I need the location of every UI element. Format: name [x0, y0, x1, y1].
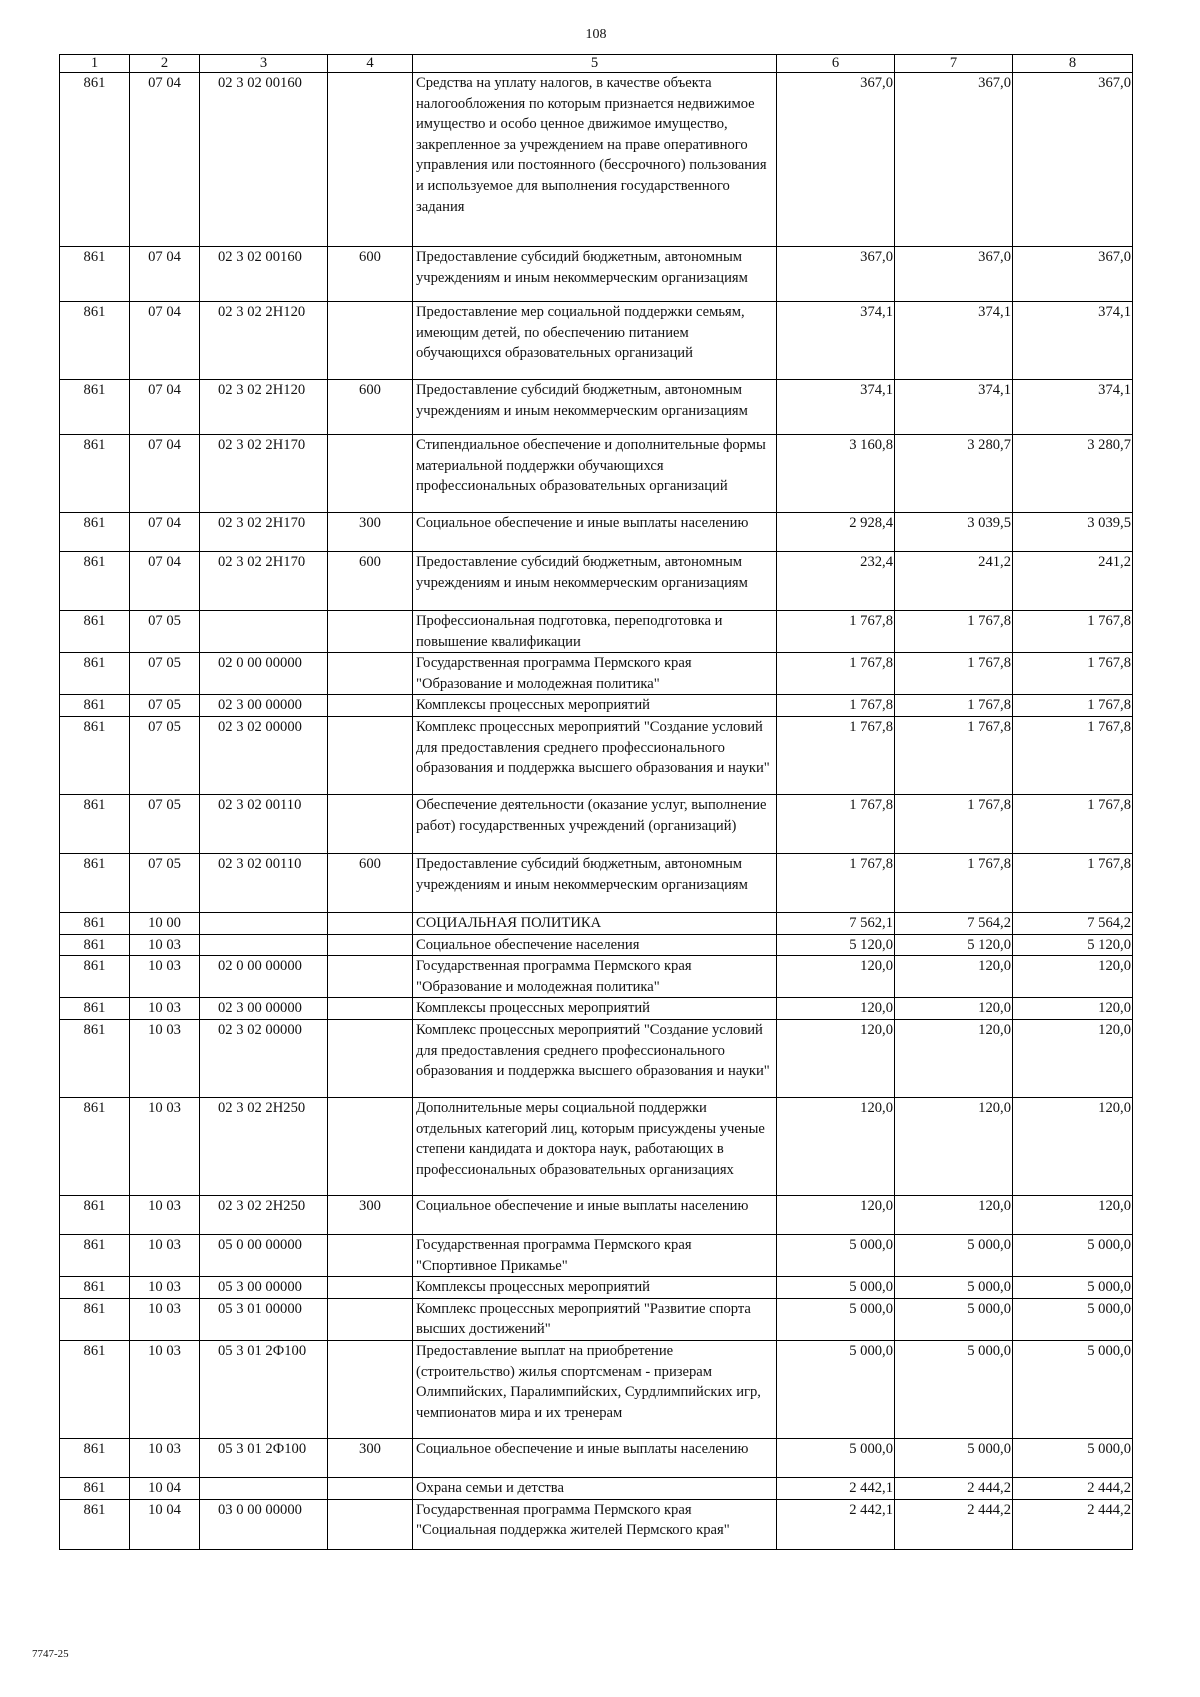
cell-section-code: 07 05 [130, 695, 200, 717]
cell-section-code: 07 05 [130, 611, 200, 653]
cell-amount-col6: 120,0 [777, 1019, 895, 1097]
cell-admin-code: 861 [60, 552, 130, 611]
cell-amount-col6: 374,1 [777, 302, 895, 380]
cell-target-code: 05 3 00 00000 [200, 1277, 328, 1299]
header-row [60, 55, 1133, 73]
cell-description: Социальное обеспечение населения [413, 934, 777, 956]
budget-table [59, 54, 1133, 1550]
table-row [60, 435, 1133, 513]
column-header: 3 [200, 55, 328, 73]
cell-amount-col8: 120,0 [1013, 1195, 1133, 1234]
cell-target-code: 03 0 00 00000 [200, 1499, 328, 1549]
cell-amount-col7: 2 444,2 [895, 1499, 1013, 1549]
cell-amount-col7: 120,0 [895, 1097, 1013, 1195]
cell-admin-code: 861 [60, 853, 130, 912]
cell-target-code [200, 611, 328, 653]
cell-amount-col7: 3 280,7 [895, 435, 1013, 513]
cell-amount-col6: 5 120,0 [777, 934, 895, 956]
cell-target-code: 02 3 02 00000 [200, 1019, 328, 1097]
cell-amount-col6: 120,0 [777, 956, 895, 998]
cell-amount-col7: 1 767,8 [895, 794, 1013, 853]
cell-amount-col6: 367,0 [777, 73, 895, 247]
table-row [60, 934, 1133, 956]
cell-amount-col8: 7 564,2 [1013, 912, 1133, 934]
cell-amount-col8: 374,1 [1013, 302, 1133, 380]
cell-target-code [200, 912, 328, 934]
cell-amount-col6: 1 767,8 [777, 611, 895, 653]
cell-admin-code: 861 [60, 1438, 130, 1477]
cell-description: Дополнительные меры социальной поддержки отдельных категорий лиц, которым присуждены ученые степени кандидата и доктора наук, работающих в профессиональных образовательных организациях [413, 1097, 777, 1195]
table-header [60, 55, 1133, 73]
cell-description: Комплекс процессных мероприятий "Создание условий для предоставления среднего профессионального образования и поддержка высшего образования и науки" [413, 1019, 777, 1097]
cell-amount-col8: 241,2 [1013, 552, 1133, 611]
cell-amount-col6: 120,0 [777, 998, 895, 1020]
cell-amount-col7: 1 767,8 [895, 853, 1013, 912]
cell-expense-type [328, 611, 413, 653]
cell-amount-col7: 1 767,8 [895, 653, 1013, 695]
cell-section-code: 07 04 [130, 302, 200, 380]
cell-description: Предоставление мер социальной поддержки семьям, имеющим детей, по обеспечению питанием обучающихся образовательных организаций [413, 302, 777, 380]
cell-description: Обеспечение деятельности (оказание услуг, выполнение работ) государственных учреждений (организаций) [413, 794, 777, 853]
cell-target-code: 02 3 02 2Н120 [200, 302, 328, 380]
table-row [60, 1340, 1133, 1438]
cell-target-code [200, 1477, 328, 1499]
cell-amount-col8: 5 000,0 [1013, 1277, 1133, 1299]
cell-amount-col6: 5 000,0 [777, 1277, 895, 1299]
cell-section-code: 10 03 [130, 1340, 200, 1438]
cell-target-code: 02 3 02 00160 [200, 73, 328, 247]
cell-description: Профессиональная подготовка, переподготовка и повышение квалификации [413, 611, 777, 653]
cell-amount-col8: 367,0 [1013, 247, 1133, 302]
table-row [60, 1277, 1133, 1299]
cell-target-code: 02 3 02 00110 [200, 853, 328, 912]
cell-amount-col8: 1 767,8 [1013, 794, 1133, 853]
cell-section-code: 10 03 [130, 1277, 200, 1299]
cell-expense-type [328, 1499, 413, 1549]
cell-description: Комплексы процессных мероприятий [413, 695, 777, 717]
column-header: 2 [130, 55, 200, 73]
cell-amount-col8: 120,0 [1013, 956, 1133, 998]
cell-description: Социальное обеспечение и иные выплаты населению [413, 513, 777, 552]
cell-expense-type [328, 1097, 413, 1195]
cell-amount-col8: 2 444,2 [1013, 1477, 1133, 1499]
cell-amount-col6: 5 000,0 [777, 1438, 895, 1477]
cell-description: Государственная программа Пермского края "Спортивное Прикамье" [413, 1234, 777, 1276]
cell-amount-col8: 120,0 [1013, 1097, 1133, 1195]
cell-expense-type: 300 [328, 1195, 413, 1234]
cell-amount-col6: 374,1 [777, 380, 895, 435]
cell-target-code: 02 3 02 2Н170 [200, 513, 328, 552]
cell-expense-type [328, 302, 413, 380]
cell-expense-type [328, 1340, 413, 1438]
cell-amount-col7: 5 120,0 [895, 934, 1013, 956]
cell-expense-type [328, 956, 413, 998]
cell-amount-col6: 232,4 [777, 552, 895, 611]
cell-section-code: 10 00 [130, 912, 200, 934]
cell-admin-code: 861 [60, 302, 130, 380]
cell-target-code: 02 3 02 2Н170 [200, 552, 328, 611]
table-row [60, 1499, 1133, 1549]
cell-admin-code: 861 [60, 912, 130, 934]
table-row [60, 247, 1133, 302]
cell-amount-col6: 5 000,0 [777, 1340, 895, 1438]
cell-description: Предоставление субсидий бюджетным, автономным учреждениям и иным некоммерческим организациям [413, 552, 777, 611]
cell-target-code: 02 3 00 00000 [200, 695, 328, 717]
cell-expense-type [328, 1019, 413, 1097]
table-row [60, 998, 1133, 1020]
cell-admin-code: 861 [60, 998, 130, 1020]
cell-description: Предоставление субсидий бюджетным, автономным учреждениям и иным некоммерческим организациям [413, 380, 777, 435]
cell-amount-col8: 5 000,0 [1013, 1438, 1133, 1477]
cell-amount-col7: 120,0 [895, 956, 1013, 998]
cell-expense-type [328, 1234, 413, 1276]
cell-description: Государственная программа Пермского края "Социальная поддержка жителей Пермского края" [413, 1499, 777, 1549]
cell-amount-col7: 374,1 [895, 302, 1013, 380]
cell-amount-col8: 5 000,0 [1013, 1298, 1133, 1340]
cell-admin-code: 861 [60, 695, 130, 717]
cell-target-code: 05 3 01 2Ф100 [200, 1438, 328, 1477]
table-row [60, 716, 1133, 794]
cell-amount-col7: 120,0 [895, 1019, 1013, 1097]
cell-amount-col6: 367,0 [777, 247, 895, 302]
cell-amount-col6: 5 000,0 [777, 1234, 895, 1276]
cell-amount-col7: 120,0 [895, 998, 1013, 1020]
cell-amount-col7: 5 000,0 [895, 1298, 1013, 1340]
cell-expense-type: 600 [328, 552, 413, 611]
cell-description: Комплексы процессных мероприятий [413, 1277, 777, 1299]
cell-section-code: 10 04 [130, 1499, 200, 1549]
cell-admin-code: 861 [60, 1340, 130, 1438]
cell-admin-code: 861 [60, 380, 130, 435]
cell-description: Государственная программа Пермского края "Образование и молодежная политика" [413, 956, 777, 998]
cell-amount-col6: 2 928,4 [777, 513, 895, 552]
cell-section-code: 07 04 [130, 513, 200, 552]
table-row [60, 1195, 1133, 1234]
cell-section-code: 07 04 [130, 435, 200, 513]
cell-expense-type [328, 716, 413, 794]
cell-section-code: 07 05 [130, 716, 200, 794]
cell-target-code: 05 3 01 00000 [200, 1298, 328, 1340]
table-row [60, 695, 1133, 717]
cell-expense-type [328, 435, 413, 513]
cell-amount-col6: 1 767,8 [777, 853, 895, 912]
table-row [60, 1234, 1133, 1276]
cell-amount-col7: 5 000,0 [895, 1277, 1013, 1299]
cell-target-code: 02 3 02 2Н250 [200, 1195, 328, 1234]
cell-amount-col6: 1 767,8 [777, 695, 895, 717]
cell-expense-type [328, 998, 413, 1020]
cell-amount-col8: 5 120,0 [1013, 934, 1133, 956]
cell-amount-col6: 1 767,8 [777, 716, 895, 794]
cell-target-code: 02 3 02 2Н120 [200, 380, 328, 435]
table-row [60, 513, 1133, 552]
table-body [60, 73, 1133, 1550]
column-header: 8 [1013, 55, 1133, 73]
cell-expense-type: 600 [328, 380, 413, 435]
cell-admin-code: 861 [60, 1195, 130, 1234]
cell-amount-col7: 367,0 [895, 247, 1013, 302]
table-row [60, 1298, 1133, 1340]
cell-admin-code: 861 [60, 1477, 130, 1499]
column-header: 1 [60, 55, 130, 73]
cell-section-code: 07 04 [130, 552, 200, 611]
cell-amount-col6: 2 442,1 [777, 1499, 895, 1549]
table-row [60, 552, 1133, 611]
cell-expense-type [328, 653, 413, 695]
cell-amount-col8: 1 767,8 [1013, 853, 1133, 912]
table-row [60, 302, 1133, 380]
cell-amount-col8: 120,0 [1013, 1019, 1133, 1097]
cell-section-code: 10 03 [130, 1438, 200, 1477]
cell-section-code: 07 05 [130, 653, 200, 695]
cell-description: СОЦИАЛЬНАЯ ПОЛИТИКА [413, 912, 777, 934]
cell-amount-col8: 3 039,5 [1013, 513, 1133, 552]
cell-amount-col8: 5 000,0 [1013, 1340, 1133, 1438]
cell-target-code: 02 0 00 00000 [200, 653, 328, 695]
table-row [60, 1097, 1133, 1195]
cell-amount-col7: 2 444,2 [895, 1477, 1013, 1499]
cell-expense-type: 600 [328, 247, 413, 302]
cell-expense-type: 300 [328, 1438, 413, 1477]
cell-amount-col8: 120,0 [1013, 998, 1133, 1020]
cell-amount-col8: 1 767,8 [1013, 695, 1133, 717]
cell-admin-code: 861 [60, 1499, 130, 1549]
cell-section-code: 10 04 [130, 1477, 200, 1499]
cell-amount-col7: 5 000,0 [895, 1340, 1013, 1438]
cell-amount-col8: 1 767,8 [1013, 716, 1133, 794]
cell-amount-col6: 5 000,0 [777, 1298, 895, 1340]
cell-section-code: 10 03 [130, 1097, 200, 1195]
cell-amount-col7: 1 767,8 [895, 695, 1013, 717]
cell-section-code: 10 03 [130, 1234, 200, 1276]
cell-description: Предоставление субсидий бюджетным, автономным учреждениям и иным некоммерческим организациям [413, 247, 777, 302]
cell-admin-code: 861 [60, 794, 130, 853]
cell-section-code: 10 03 [130, 998, 200, 1020]
cell-admin-code: 861 [60, 956, 130, 998]
cell-section-code: 10 03 [130, 1195, 200, 1234]
cell-amount-col6: 3 160,8 [777, 435, 895, 513]
cell-description: Охрана семьи и детства [413, 1477, 777, 1499]
cell-description: Предоставление субсидий бюджетным, автономным учреждениям и иным некоммерческим организациям [413, 853, 777, 912]
cell-description: Предоставление выплат на приобретение (строительство) жилья спортсменам - призерам Олимпийских, Паралимпийских, Сурдлимпийских игр, чемпионатов мира и их тренерам [413, 1340, 777, 1438]
cell-section-code: 07 05 [130, 853, 200, 912]
page-number: 108 [585, 27, 607, 42]
cell-amount-col7: 374,1 [895, 380, 1013, 435]
cell-section-code: 10 03 [130, 934, 200, 956]
table-row [60, 956, 1133, 998]
cell-description: Социальное обеспечение и иные выплаты населению [413, 1438, 777, 1477]
document-code: 7747-25 [32, 1648, 69, 1660]
column-header: 4 [328, 55, 413, 73]
cell-section-code: 07 04 [130, 73, 200, 247]
cell-amount-col8: 1 767,8 [1013, 611, 1133, 653]
cell-expense-type [328, 794, 413, 853]
cell-amount-col7: 5 000,0 [895, 1438, 1013, 1477]
cell-target-code: 02 3 02 00110 [200, 794, 328, 853]
cell-amount-col7: 3 039,5 [895, 513, 1013, 552]
cell-amount-col7: 367,0 [895, 73, 1013, 247]
cell-target-code: 02 3 02 2Н250 [200, 1097, 328, 1195]
cell-admin-code: 861 [60, 513, 130, 552]
cell-section-code: 10 03 [130, 1298, 200, 1340]
cell-amount-col7: 1 767,8 [895, 716, 1013, 794]
cell-amount-col6: 1 767,8 [777, 794, 895, 853]
cell-amount-col8: 2 444,2 [1013, 1499, 1133, 1549]
cell-admin-code: 861 [60, 716, 130, 794]
cell-target-code: 05 3 01 2Ф100 [200, 1340, 328, 1438]
table-row [60, 794, 1133, 853]
cell-expense-type: 600 [328, 853, 413, 912]
cell-section-code: 10 03 [130, 956, 200, 998]
cell-section-code: 10 03 [130, 1019, 200, 1097]
cell-amount-col7: 1 767,8 [895, 611, 1013, 653]
cell-expense-type [328, 1298, 413, 1340]
table-row [60, 653, 1133, 695]
cell-expense-type [328, 934, 413, 956]
cell-description: Социальное обеспечение и иные выплаты населению [413, 1195, 777, 1234]
cell-admin-code: 861 [60, 1019, 130, 1097]
cell-target-code: 02 3 02 2Н170 [200, 435, 328, 513]
cell-expense-type [328, 73, 413, 247]
cell-amount-col6: 120,0 [777, 1097, 895, 1195]
cell-target-code: 02 3 00 00000 [200, 998, 328, 1020]
cell-amount-col8: 5 000,0 [1013, 1234, 1133, 1276]
cell-admin-code: 861 [60, 1097, 130, 1195]
cell-admin-code: 861 [60, 1298, 130, 1340]
cell-target-code: 05 0 00 00000 [200, 1234, 328, 1276]
table-row [60, 611, 1133, 653]
cell-description: Государственная программа Пермского края "Образование и молодежная политика" [413, 653, 777, 695]
cell-amount-col8: 374,1 [1013, 380, 1133, 435]
column-header: 6 [777, 55, 895, 73]
table-row [60, 853, 1133, 912]
cell-amount-col6: 1 767,8 [777, 653, 895, 695]
cell-admin-code: 861 [60, 73, 130, 247]
cell-description: Средства на уплату налогов, в качестве объекта налогообложения по которым признается недвижимое имущество и особо ценное движимое имущество, закрепленное за учреждением на праве оперативного управления или постоянного (бессрочного) пользования и используемое для выполнения государственного задания [413, 73, 777, 247]
table-row [60, 912, 1133, 934]
cell-admin-code: 861 [60, 1234, 130, 1276]
table-row [60, 1019, 1133, 1097]
cell-amount-col6: 7 562,1 [777, 912, 895, 934]
cell-amount-col8: 1 767,8 [1013, 653, 1133, 695]
cell-amount-col7: 7 564,2 [895, 912, 1013, 934]
cell-description: Комплексы процессных мероприятий [413, 998, 777, 1020]
column-header: 5 [413, 55, 777, 73]
cell-expense-type: 300 [328, 513, 413, 552]
cell-admin-code: 861 [60, 247, 130, 302]
cell-expense-type [328, 695, 413, 717]
table-row [60, 73, 1133, 247]
cell-section-code: 07 04 [130, 247, 200, 302]
cell-description: Стипендиальное обеспечение и дополнительные формы материальной поддержки обучающихся профессиональных образовательных организаций [413, 435, 777, 513]
cell-expense-type [328, 1277, 413, 1299]
cell-target-code [200, 934, 328, 956]
cell-amount-col7: 120,0 [895, 1195, 1013, 1234]
cell-target-code: 02 3 02 00000 [200, 716, 328, 794]
cell-amount-col7: 5 000,0 [895, 1234, 1013, 1276]
cell-admin-code: 861 [60, 435, 130, 513]
table-row [60, 380, 1133, 435]
cell-expense-type [328, 1477, 413, 1499]
column-header: 7 [895, 55, 1013, 73]
cell-description: Комплекс процессных мероприятий "Создание условий для предоставления среднего профессионального образования и поддержка высшего образования и науки" [413, 716, 777, 794]
cell-admin-code: 861 [60, 934, 130, 956]
cell-amount-col8: 367,0 [1013, 73, 1133, 247]
cell-section-code: 07 04 [130, 380, 200, 435]
table-row [60, 1438, 1133, 1477]
table-row [60, 1477, 1133, 1499]
cell-admin-code: 861 [60, 1277, 130, 1299]
cell-amount-col6: 2 442,1 [777, 1477, 895, 1499]
cell-section-code: 07 05 [130, 794, 200, 853]
cell-target-code: 02 3 02 00160 [200, 247, 328, 302]
cell-admin-code: 861 [60, 611, 130, 653]
cell-description: Комплекс процессных мероприятий "Развитие спорта высших достижений" [413, 1298, 777, 1340]
cell-target-code: 02 0 00 00000 [200, 956, 328, 998]
cell-amount-col7: 241,2 [895, 552, 1013, 611]
cell-amount-col6: 120,0 [777, 1195, 895, 1234]
cell-amount-col8: 3 280,7 [1013, 435, 1133, 513]
cell-expense-type [328, 912, 413, 934]
cell-admin-code: 861 [60, 653, 130, 695]
